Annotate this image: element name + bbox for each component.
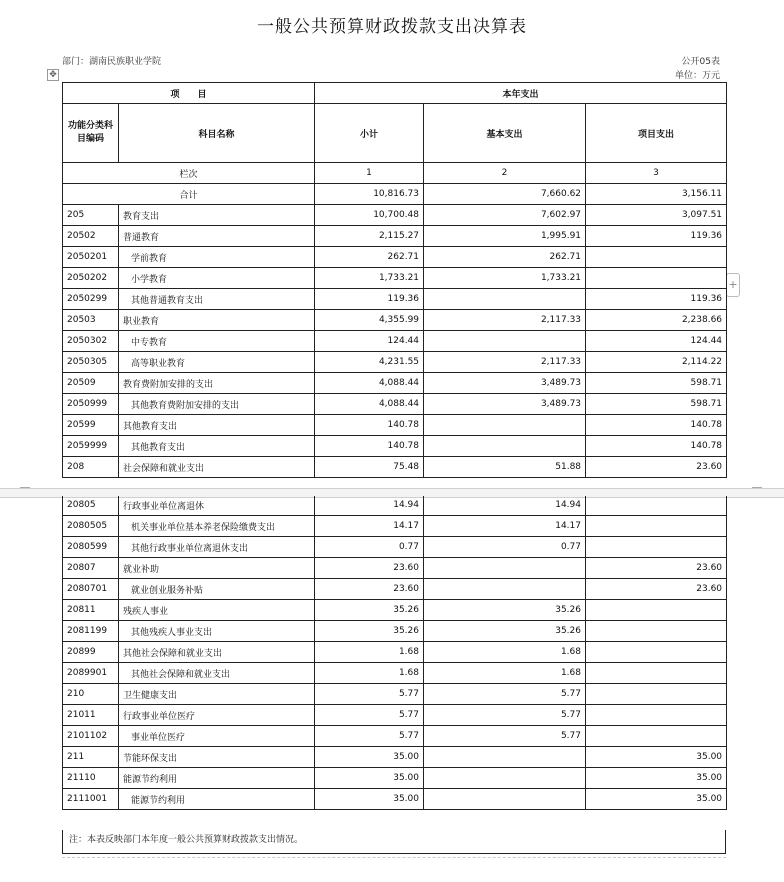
col-number-2: 2	[424, 163, 586, 184]
cell-subject-name: 其他教育支出	[119, 436, 315, 457]
department-label: 部门：湖南民族职业学院	[62, 57, 162, 67]
cell-project: 35.00	[586, 768, 727, 789]
cell-code: 2050999	[63, 394, 119, 415]
cell-subtotal: 35.00	[315, 747, 424, 768]
cell-basic	[424, 415, 586, 436]
cell-basic: 1,733.21	[424, 268, 586, 289]
cell-basic: 1,995.91	[424, 226, 586, 247]
cell-subject-name: 机关事业单位基本养老保险缴费支出	[119, 516, 315, 537]
cell-subject-name: 能源节约利用	[119, 768, 315, 789]
cell-code: 2050299	[63, 289, 119, 310]
cell-code: 2080599	[63, 537, 119, 558]
cell-code: 20509	[63, 373, 119, 394]
table-row	[63, 600, 727, 621]
cell-project: 124.44	[586, 331, 727, 352]
cell-code: 21011	[63, 705, 119, 726]
table-row	[63, 663, 727, 684]
cell-subject-name: 教育费附加安排的支出	[119, 373, 315, 394]
add-column-plus-icon[interactable]: +	[726, 273, 740, 297]
cell-subtotal: 35.26	[315, 600, 424, 621]
cell-subject-name: 事业单位医疗	[119, 726, 315, 747]
cell-project	[586, 705, 727, 726]
header-basic: 基本支出	[424, 104, 586, 163]
cell-basic	[424, 789, 586, 810]
cell-project: 598.71	[586, 373, 727, 394]
cell-code: 2059999	[63, 436, 119, 457]
cell-subject-name: 其他社会保障和就业支出	[119, 642, 315, 663]
cell-subtotal: 124.44	[315, 331, 424, 352]
table-row	[63, 537, 727, 558]
cell-basic: 0.77	[424, 537, 586, 558]
cell-project: 2,238.66	[586, 310, 727, 331]
cell-subtotal: 1,733.21	[315, 268, 424, 289]
table-note: 注：本表反映部门本年度一般公共预算财政拨款支出情况。	[62, 830, 726, 854]
table-row	[63, 373, 727, 394]
cell-project: 140.78	[586, 436, 727, 457]
cell-subtotal: 1.68	[315, 663, 424, 684]
cell-code: 20811	[63, 600, 119, 621]
table-row	[63, 352, 727, 373]
cell-subtotal: 35.00	[315, 768, 424, 789]
header-row-2	[63, 104, 727, 163]
table-row	[63, 331, 727, 352]
cell-project	[586, 726, 727, 747]
cell-code: 2050302	[63, 331, 119, 352]
page-2	[0, 496, 784, 882]
cell-basic: 5.77	[424, 684, 586, 705]
cell-subtotal: 23.60	[315, 579, 424, 600]
header-subject-name: 科目名称	[119, 104, 315, 163]
cell-subject-name: 节能环保支出	[119, 747, 315, 768]
cell-subject-name: 其他教育支出	[119, 415, 315, 436]
table-row	[63, 579, 727, 600]
table-row	[63, 496, 727, 516]
table-row	[63, 558, 727, 579]
cell-project: 3,097.51	[586, 205, 727, 226]
header-project: 项目支出	[586, 104, 727, 163]
cell-code: 20503	[63, 310, 119, 331]
cell-subject-name: 职业教育	[119, 310, 315, 331]
cell-subtotal: 0.77	[315, 537, 424, 558]
cell-subject-name: 社会保障和就业支出	[119, 457, 315, 478]
cell-subject-name: 学前教育	[119, 247, 315, 268]
cell-subtotal: 5.77	[315, 705, 424, 726]
total-subtotal: 10,816.73	[315, 184, 424, 205]
cell-subtotal: 4,088.44	[315, 394, 424, 415]
header-subtotal: 小计	[315, 104, 424, 163]
cell-project: 598.71	[586, 394, 727, 415]
cell-project	[586, 247, 727, 268]
table-row	[63, 747, 727, 768]
table-row	[63, 310, 727, 331]
header-current-year: 本年支出	[315, 83, 727, 104]
row-label: 栏次	[63, 163, 315, 184]
cell-subtotal: 4,088.44	[315, 373, 424, 394]
report-title: 一般公共预算财政拨款支出决算表	[257, 17, 527, 37]
cell-basic	[424, 558, 586, 579]
cell-subtotal: 10,700.48	[315, 205, 424, 226]
cell-basic	[424, 289, 586, 310]
cell-basic: 2,117.33	[424, 310, 586, 331]
cell-code: 2089901	[63, 663, 119, 684]
page-1	[0, 80, 784, 488]
header-func-code: 功能分类科目编码	[63, 104, 119, 163]
cell-project: 23.60	[586, 579, 727, 600]
cell-basic: 262.71	[424, 247, 586, 268]
cell-basic	[424, 768, 586, 789]
cell-subtotal: 4,355.99	[315, 310, 424, 331]
cell-project	[586, 537, 727, 558]
cell-basic	[424, 331, 586, 352]
total-basic: 7,660.62	[424, 184, 586, 205]
cell-code: 2080701	[63, 579, 119, 600]
table-row	[63, 705, 727, 726]
cell-basic: 1.68	[424, 642, 586, 663]
cell-basic	[424, 436, 586, 457]
cell-basic: 3,489.73	[424, 373, 586, 394]
total-project: 3,156.11	[586, 184, 727, 205]
cell-basic: 35.26	[424, 621, 586, 642]
cell-project	[586, 621, 727, 642]
table-row	[63, 247, 727, 268]
cell-subject-name: 其他教育费附加安排的支出	[119, 394, 315, 415]
cell-subject-name: 就业补助	[119, 558, 315, 579]
cell-project	[586, 268, 727, 289]
cell-subtotal: 4,231.55	[315, 352, 424, 373]
note-separator	[62, 856, 726, 858]
cell-subject-name: 其他社会保障和就业支出	[119, 663, 315, 684]
table-move-handle-icon[interactable]: ✥	[47, 69, 59, 81]
cell-project	[586, 663, 727, 684]
cell-project: 23.60	[586, 457, 727, 478]
table-row	[63, 226, 727, 247]
cell-basic: 14.94	[424, 496, 586, 516]
cell-subtotal: 35.00	[315, 789, 424, 810]
table-row	[63, 642, 727, 663]
header-item: 项 目	[63, 83, 315, 104]
total-row	[63, 184, 727, 205]
table-row	[63, 726, 727, 747]
table-row	[63, 516, 727, 537]
cell-code: 205	[63, 205, 119, 226]
table-row	[63, 268, 727, 289]
cell-basic: 51.88	[424, 457, 586, 478]
table-body-page-2	[63, 496, 727, 810]
header-row-1	[63, 83, 727, 104]
cell-basic: 3,489.73	[424, 394, 586, 415]
cell-subject-name: 其他行政事业单位离退休支出	[119, 537, 315, 558]
expenditure-table-page-1	[62, 82, 727, 478]
table-row	[63, 457, 727, 478]
cell-basic: 7,602.97	[424, 205, 586, 226]
cell-subtotal: 1.68	[315, 642, 424, 663]
cell-code: 2101102	[63, 726, 119, 747]
cell-subject-name: 残疾人事业	[119, 600, 315, 621]
cell-code: 20599	[63, 415, 119, 436]
row-label-row	[63, 163, 727, 184]
cell-basic: 14.17	[424, 516, 586, 537]
cell-subtotal: 5.77	[315, 684, 424, 705]
table-body-page-1	[63, 205, 727, 478]
cell-project	[586, 684, 727, 705]
table-row	[63, 289, 727, 310]
cell-basic: 5.77	[424, 705, 586, 726]
cell-subject-name: 其他残疾人事业支出	[119, 621, 315, 642]
cell-code: 2081199	[63, 621, 119, 642]
col-number-3: 3	[586, 163, 727, 184]
cell-project: 119.36	[586, 226, 727, 247]
cell-basic: 2,117.33	[424, 352, 586, 373]
cell-basic: 35.26	[424, 600, 586, 621]
cell-project	[586, 642, 727, 663]
cell-code: 2050202	[63, 268, 119, 289]
cell-subject-name: 教育支出	[119, 205, 315, 226]
cell-subject-name: 普通教育	[119, 226, 315, 247]
cell-basic	[424, 747, 586, 768]
table-row	[63, 415, 727, 436]
cell-code: 208	[63, 457, 119, 478]
cell-project	[586, 516, 727, 537]
expenditure-table-page-2	[62, 496, 727, 810]
cell-project: 2,114.22	[586, 352, 727, 373]
cell-subtotal: 75.48	[315, 457, 424, 478]
cell-subtotal: 5.77	[315, 726, 424, 747]
cell-project: 119.36	[586, 289, 727, 310]
cell-subtotal: 140.78	[315, 436, 424, 457]
cell-code: 2111001	[63, 789, 119, 810]
cell-project: 23.60	[586, 558, 727, 579]
cell-subject-name: 能源节约利用	[119, 789, 315, 810]
cell-subject-name: 就业创业服务补贴	[119, 579, 315, 600]
table-row	[63, 436, 727, 457]
table-row	[63, 768, 727, 789]
cell-basic	[424, 579, 586, 600]
cell-code: 2050305	[63, 352, 119, 373]
cell-subtotal: 262.71	[315, 247, 424, 268]
table-row	[63, 789, 727, 810]
cell-subtotal: 119.36	[315, 289, 424, 310]
cell-code: 2050201	[63, 247, 119, 268]
cell-subject-name: 中专教育	[119, 331, 315, 352]
cell-project	[586, 496, 727, 516]
cell-subtotal: 14.94	[315, 496, 424, 516]
form-number: 公开05表	[681, 57, 720, 67]
cell-subject-name: 其他普通教育支出	[119, 289, 315, 310]
cell-code: 20502	[63, 226, 119, 247]
cell-subject-name: 卫生健康支出	[119, 684, 315, 705]
cell-code: 20805	[63, 496, 119, 516]
cell-basic: 1.68	[424, 663, 586, 684]
table-row	[63, 205, 727, 226]
cell-subtotal: 14.17	[315, 516, 424, 537]
cell-code: 211	[63, 747, 119, 768]
cell-subtotal: 23.60	[315, 558, 424, 579]
cell-code: 210	[63, 684, 119, 705]
cell-project: 140.78	[586, 415, 727, 436]
cell-code: 2080505	[63, 516, 119, 537]
table-row	[63, 621, 727, 642]
total-label: 合计	[63, 184, 315, 205]
col-number-1: 1	[315, 163, 424, 184]
cell-project	[586, 600, 727, 621]
cell-subject-name: 行政事业单位离退休	[119, 496, 315, 516]
cell-subject-name: 小学教育	[119, 268, 315, 289]
cell-subject-name: 高等职业教育	[119, 352, 315, 373]
cell-subtotal: 2,115.27	[315, 226, 424, 247]
cell-subject-name: 行政事业单位医疗	[119, 705, 315, 726]
cell-basic: 5.77	[424, 726, 586, 747]
table-row	[63, 684, 727, 705]
cell-code: 20899	[63, 642, 119, 663]
unit-label: 单位：万元	[674, 71, 720, 81]
cell-project: 35.00	[586, 789, 727, 810]
cell-subtotal: 140.78	[315, 415, 424, 436]
cell-code: 20807	[63, 558, 119, 579]
table-row	[63, 394, 727, 415]
cell-code: 21110	[63, 768, 119, 789]
cell-subtotal: 35.26	[315, 621, 424, 642]
cell-project: 35.00	[586, 747, 727, 768]
